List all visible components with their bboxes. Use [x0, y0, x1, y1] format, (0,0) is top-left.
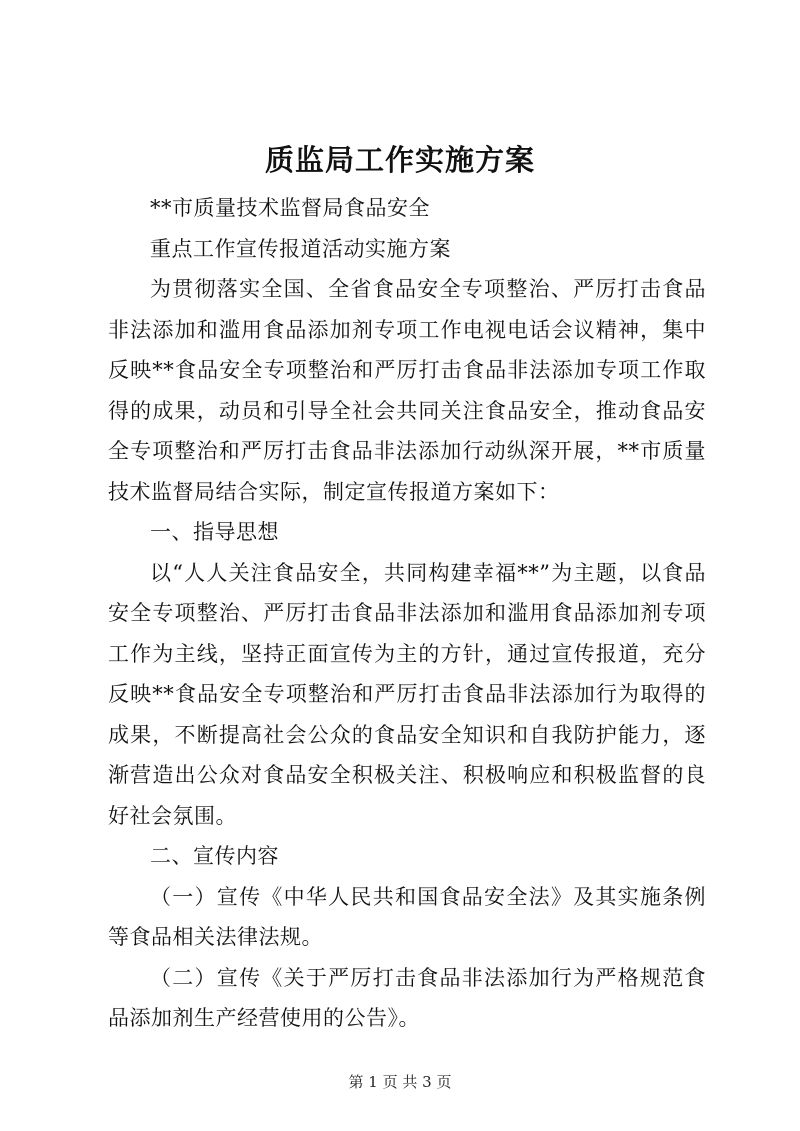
section-heading-publicity-content: 二、宣传内容	[150, 844, 279, 868]
intro-paragraph: 为贯彻落实全国、全省食品安全专项整治、严厉打击食品非法添加和滥用食品添加剂专项工作电视电话会议精神，集中反映**食品安全专项整治和严厉打击食品非法添加专项工作取得的成果，动员和引导全社会共同关注食品安全，推动食品安全专项整治和严厉打击食品非法添加行动纵深开展，**市质量技术监督局结合实际，制定宣传报道方案如下：	[108, 277, 706, 504]
publicity-item-2: （二）宣传《关于严厉打击食品非法添加行为严格规范食品添加剂生产经营使用的公告》。	[108, 965, 706, 1030]
guiding-ideology-paragraph: 以“人人关注食品安全，共同构建幸福**”为主题，以食品安全专项整治、严厉打击食品非法添加和滥用食品添加剂专项工作为主线，坚持正面宣传为主的方针，通过宣传报道，充分反映**食品安全专项整治和严厉打击食品非法添加行为取得的成果，不断提高社会公众的食品安全知识和自我防护能力，逐渐营造出公众对食品安全积极关注、积极响应和积极监督的良好社会氛围。	[108, 560, 706, 828]
publicity-item-1: （一）宣传《中华人民共和国食品安全法》及其实施条例等食品相关法律法规。	[108, 884, 706, 949]
subtitle-line-1: **市质量技术监督局食品安全	[150, 196, 430, 220]
subtitle-line-2: 重点工作宣传报道活动实施方案	[150, 236, 451, 261]
document-title: 质监局工作实施方案	[264, 143, 535, 177]
page-footer: 第 1 页 共 3 页	[348, 1073, 452, 1091]
section-heading-guiding-ideology: 一、指导思想	[150, 520, 279, 544]
document-body	[108, 188, 706, 1039]
